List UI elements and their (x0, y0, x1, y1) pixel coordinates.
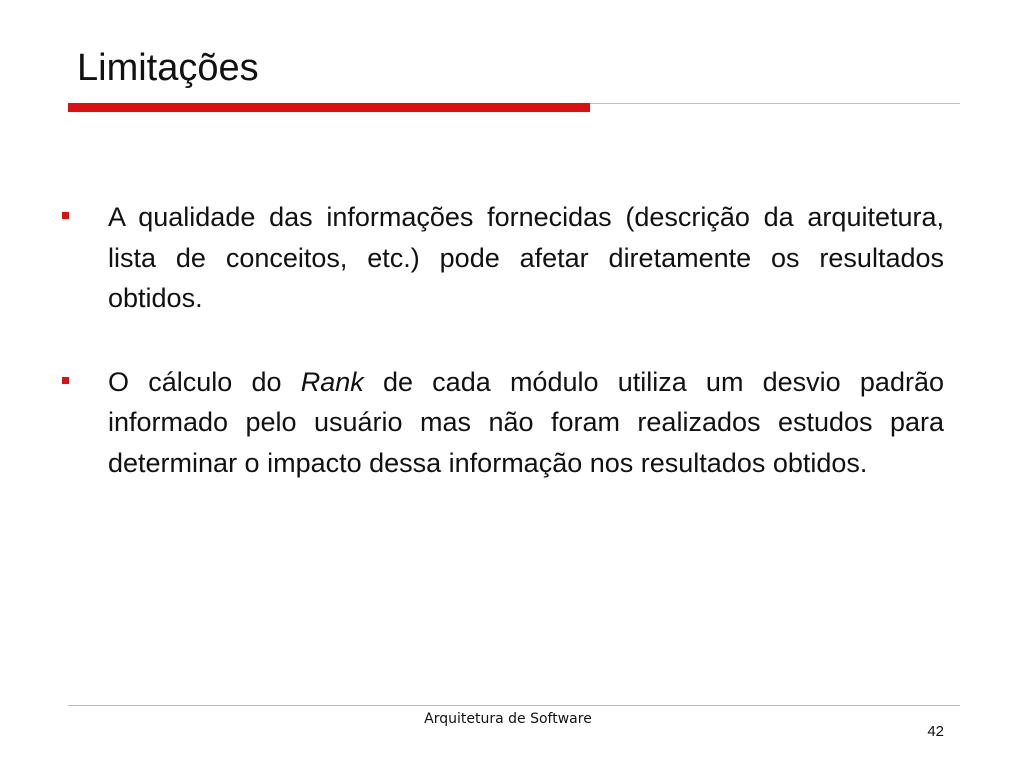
title-underline-thin (590, 103, 960, 104)
bullet-text-emphasis: Rank (300, 366, 364, 397)
page-number: 42 (927, 723, 944, 740)
bullet-list (60, 197, 944, 526)
square-bullet-icon (62, 212, 69, 219)
bullet-text-segment: de cada módulo utiliza um desvio padrão informado pelo usuário mas não foram realizados estudos para determinar o impacto dessa informação nos resultados obtidos. (108, 366, 944, 478)
footer-divider (68, 705, 960, 706)
bullet-text-segment: O cálculo do (108, 366, 301, 397)
bullet-text (108, 367, 944, 478)
bullet-item (60, 362, 944, 484)
title-underline-thick (68, 103, 590, 112)
bullet-item (60, 197, 944, 319)
square-bullet-icon (62, 377, 69, 384)
footer-title: Arquitetura de Software (424, 711, 592, 727)
bullet-text-segment: A qualidade das informações fornecidas (descrição da arquitetura, lista de conceitos, etc.) pode afetar diretamente os resultados obtidos. (108, 202, 944, 313)
slide-title: Limitações (77, 47, 259, 89)
bullet-text (108, 202, 944, 313)
